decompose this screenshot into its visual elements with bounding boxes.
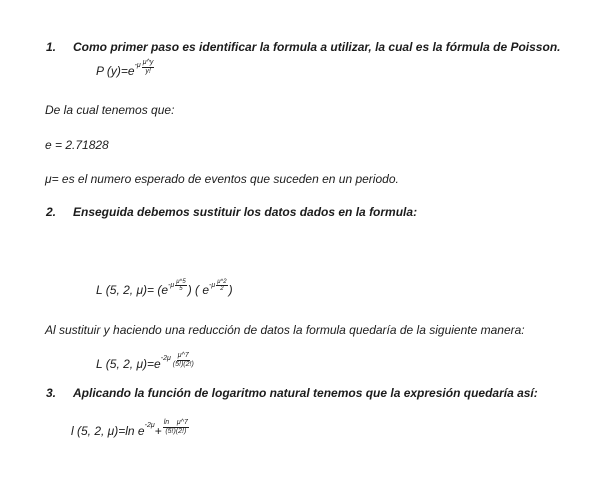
step-1-text: Como primer paso es identificar la formula a utilizar, la cual es la fórmula de Poisson. (73, 40, 561, 54)
reduced-formula-exponent: -2μ (160, 355, 171, 362)
log-formula-plus: + (154, 423, 162, 438)
log-likelihood-formula (71, 419, 190, 439)
log-formula-lhs: l (5, 2, μ)=ln e (71, 423, 145, 438)
step-3-text: Aplicando la función de logaritmo natural tenemos que la expresión quedaría así: (73, 386, 538, 400)
step-3-number: 3. (46, 386, 57, 400)
poisson-formula-numerator: μ^y (142, 59, 154, 66)
reduced-formula-fraction (172, 352, 195, 369)
poisson-formula-lhs: P (y)=e (96, 63, 135, 78)
likelihood-formula-mid: ) ( e (187, 283, 210, 297)
tenemos-text: De la cual tenemos que: (45, 103, 175, 117)
likelihood-formula-lhs: L (5, 2, μ)= (e (96, 283, 169, 297)
likelihood-term2-exponent (209, 279, 229, 292)
poisson-formula-exponent: -μ (134, 62, 141, 69)
reduced-formula-numerator: μ^7 (177, 352, 189, 359)
likelihood-term2-exp: -μ (209, 281, 216, 289)
likelihood-term1-fraction (175, 279, 186, 292)
reduced-formula-denominator: (5!)(2!) (172, 361, 194, 368)
log-formula-numerator: ln μ^7 (163, 419, 188, 426)
poisson-formula-denominator: y! (145, 68, 151, 75)
poisson-formula-fraction (142, 59, 155, 76)
step-1-number: 1. (46, 40, 57, 54)
poisson-formula (96, 59, 155, 79)
mu-definition-text: μ= es el numero esperado de eventos que suceden en un periodo. (45, 172, 399, 186)
likelihood-term1-exponent (168, 279, 188, 292)
reduced-formula-lhs: L (5, 2, μ)=e (96, 356, 161, 371)
likelihood-formula-tail: ) (228, 283, 233, 297)
likelihood-term1-numerator: μ^5 (176, 278, 186, 285)
reduced-formula (96, 352, 196, 372)
likelihood-term2-fraction (216, 279, 227, 292)
likelihood-term1-exp: -μ (168, 281, 175, 289)
log-formula-fraction (163, 419, 189, 436)
likelihood-term1-denominator: 5 (179, 285, 183, 292)
step-2-text: Enseguida debemos sustituir los datos dados en la formula: (73, 205, 418, 219)
likelihood-term2-denominator: 2 (220, 285, 224, 292)
log-formula-denominator: (5!)(2!) (165, 428, 187, 435)
log-formula-exponent: -2μ (144, 422, 155, 429)
step-2-number: 2. (46, 205, 57, 219)
reduccion-text: Al sustituir y haciendo una reducción de datos la formula quedaría de la siguiente manera: (45, 323, 525, 337)
likelihood-term2-numerator: μ^2 (217, 278, 227, 285)
e-value-text: e = 2.71828 (45, 138, 109, 152)
